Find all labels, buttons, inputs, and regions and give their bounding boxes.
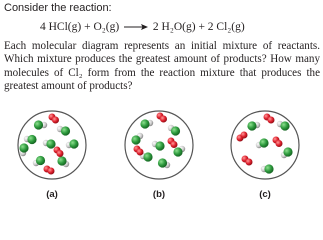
diagram-b: [125, 111, 193, 200]
intro-text: Consider the reaction:: [4, 2, 112, 14]
diagram-a: [18, 111, 86, 200]
diagram-c-label: (c): [259, 189, 271, 200]
diagram-c: [231, 111, 299, 200]
question-text: Each molecular diagram represents an initial mixture of reactants. Which mixture produces the greatest amount of products? How many molecules of Cl₂ form from the reaction mixture that produces the greatest amount of products?: [4, 40, 320, 93]
diagram-b-label: (b): [152, 189, 166, 200]
chemical-equation: [40, 21, 245, 33]
diagram-a-label: (a): [46, 189, 58, 200]
equation-reactants: 4 HCl(g) + O₂(g): [40, 21, 120, 33]
equation-products: 2 H₂O(g) + 2 Cl₂(g): [152, 21, 245, 33]
reaction-arrow-icon: [124, 23, 148, 31]
molecular-diagrams: [0, 103, 323, 205]
